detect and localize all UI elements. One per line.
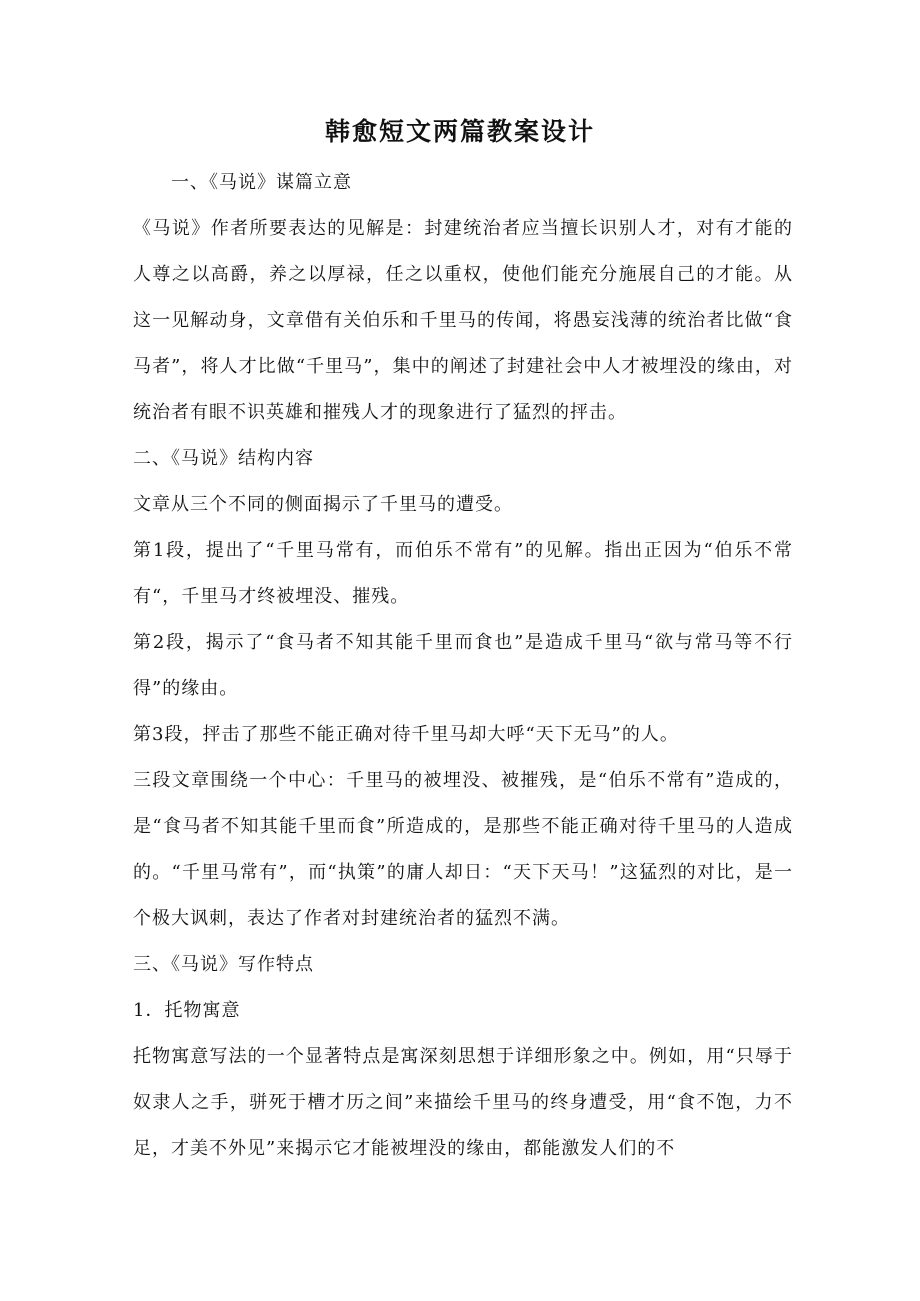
paragraph: 托物寓意写法的一个显著特点是寓深刻思想于详细形象之中。例如，用“只辱于奴隶人之手，骈死于槽才历之间”来描绘千里马的终身遭受，用“食不饱，力不足，才美不外见”来揭示它才能被埋没的缘由，都能激发人们的不 bbox=[133, 1046, 793, 1159]
paragraph: 三段文章围绕一个中心：千里马的被埋没、被摧残，是“伯乐不常有”造成的，是“食马者不知其能千里而食”所造成的，是那些不能正确对待千里马的人造成的。“千里马常有”，而“执策”的庸人却日：“天下天马！”这猛烈的对比，是一个极大讽刺，表达了作者对封建统治者的猛烈不满。 bbox=[133, 770, 793, 929]
paragraph: 《马说》作者所要表达的见解是：封建统治者应当擅长识别人才，对有才能的人尊之以高爵，养之以厚禄，任之以重权，使他们能充分施展自己的才能。从这一见解动身，文章借有关伯乐和千里马的传闻，将愚妄浅薄的统治者比做“食马者”，将人才比做“千里马”，集中的阐述了封建社会中人才被埋没的缘由，对统治者有眼不识英雄和摧残人才的现象进行了猛烈的抨击。 bbox=[133, 218, 793, 423]
section-heading-3: 三、《马说》写作特点 bbox=[133, 954, 314, 975]
paragraph: 文章从三个不同的侧面揭示了千里马的遭受。 bbox=[133, 494, 513, 515]
paragraph: 第2段，揭示了“食马者不知其能千里而食也”是造成千里马“欲与常马等不行得”的缘由。 bbox=[133, 632, 793, 699]
paragraph: 第1段，提出了“千里马常有，而伯乐不常有”的见解。指出正因为“伯乐不常有“，千里马才终被埋没、摧残。 bbox=[133, 540, 793, 607]
section-heading-1: 一、《马说》谋篇立意 bbox=[171, 172, 352, 193]
document-title: 韩愈短文两篇教案设计 bbox=[324, 117, 595, 146]
document-body bbox=[133, 160, 793, 1172]
section-heading-2: 二、《马说》结构内容 bbox=[133, 448, 314, 469]
subsection-heading: 1．托物寓意 bbox=[133, 1000, 241, 1021]
paragraph: 第3段，抨击了那些不能正确对待千里马却大呼“天下无马”的人。 bbox=[133, 724, 679, 745]
